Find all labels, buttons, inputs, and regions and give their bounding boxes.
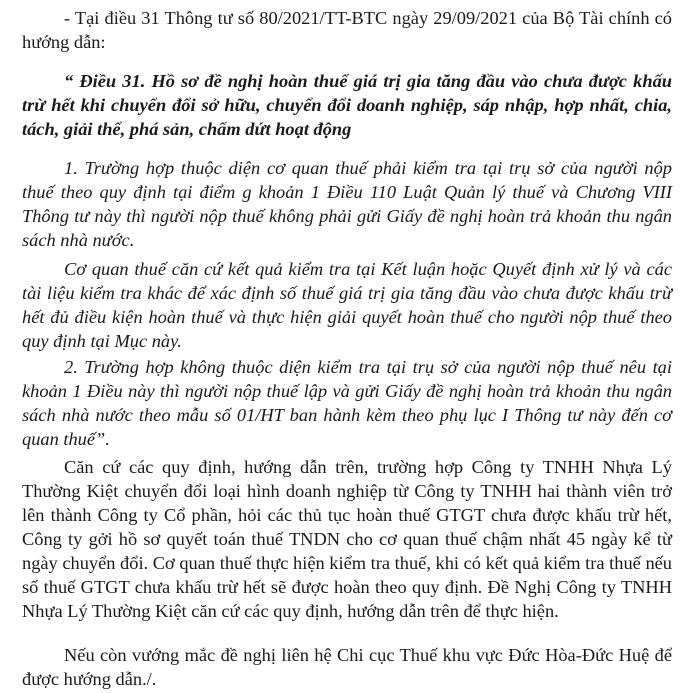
intro-paragraph: - Tại điều 31 Thông tư số 80/2021/TT-BTC ngày 29/09/2021 của Bộ Tài chính có hướng dẫn:: [22, 8, 672, 52]
article-title: “ Điều 31. Hồ sơ đề nghị hoàn thuế giá trị gia tăng đầu vào chưa được khấu trừ hết khi chuyển đổi sở hữu, chuyển đổi doanh nghiệp, sáp nhập, hợp nhất, chia, tách, giải thể, phá sản, chấm dứt hoạt động: [22, 71, 672, 139]
clause-1-paragraph: 1. Trường hợp thuộc diện cơ quan thuế phải kiểm tra tại trụ sở của người nộp thuế theo quy định tại điểm g khoản 1 Điều 110 Luật Quản lý thuế và Chương VIII Thông tư này thì người nộp thuế không phải gửi Giấy đề nghị hoàn trả khoản thu ngân sách nhà nước.: [22, 158, 672, 250]
clause-1-continuation-paragraph: Cơ quan thuế căn cứ kết quả kiểm tra tại Kết luận hoặc Quyết định xử lý và các tài liệu kiểm tra khác để xác định số thuế giá trị gia tăng đầu vào chưa được khấu trừ hết đủ điều kiện hoàn thuế và thực hiện giải quyết hoàn thuế cho người nộp thuế theo quy định tại Mục này.: [22, 259, 672, 351]
closing-paragraph: Nếu còn vướng mắc đề nghị liên hệ Chi cục Thuế khu vực Đức Hòa-Đức Huệ để được hướng dẫn./.: [22, 645, 672, 689]
conclusion-paragraph: Căn cứ các quy định, hướng dẫn trên, trường hợp Công ty TNHH Nhựa Lý Thường Kiệt chuyển đổi loại hình doanh nghiệp từ Công ty TNHH hai thành viên trở lên thành Công ty Cổ phần, hỏi các thủ tục hoàn thuế GTGT chưa được khấu trừ hết, Công ty gởi hồ sơ quyết toán thuế TNDN cho cơ quan thuế chậm nhất 45 ngày kể từ ngày chuyển đổi. Cơ quan thuế thực hiện kiểm tra thuế, khi có kết quả kiểm tra thuế nếu số thuế GTGT chưa khấu trừ hết sẽ được hoàn theo quy định. Đề Nghị Công ty TNHH Nhựa Lý Thường Kiệt căn cứ các quy định, hướng dẫn trên để thực hiện.: [22, 457, 672, 621]
clause-2-paragraph: 2. Trường hợp không thuộc diện kiểm tra tại trụ sở của người nộp thuế nêu tại khoản 1 Điều này thì người nộp thuế lập và gửi Giấy đề nghị hoàn trả khoản thu ngân sách nhà nước theo mẫu số 01/HT ban hành kèm theo phụ lục I Thông tư này đến cơ quan thuế”.: [22, 357, 672, 449]
